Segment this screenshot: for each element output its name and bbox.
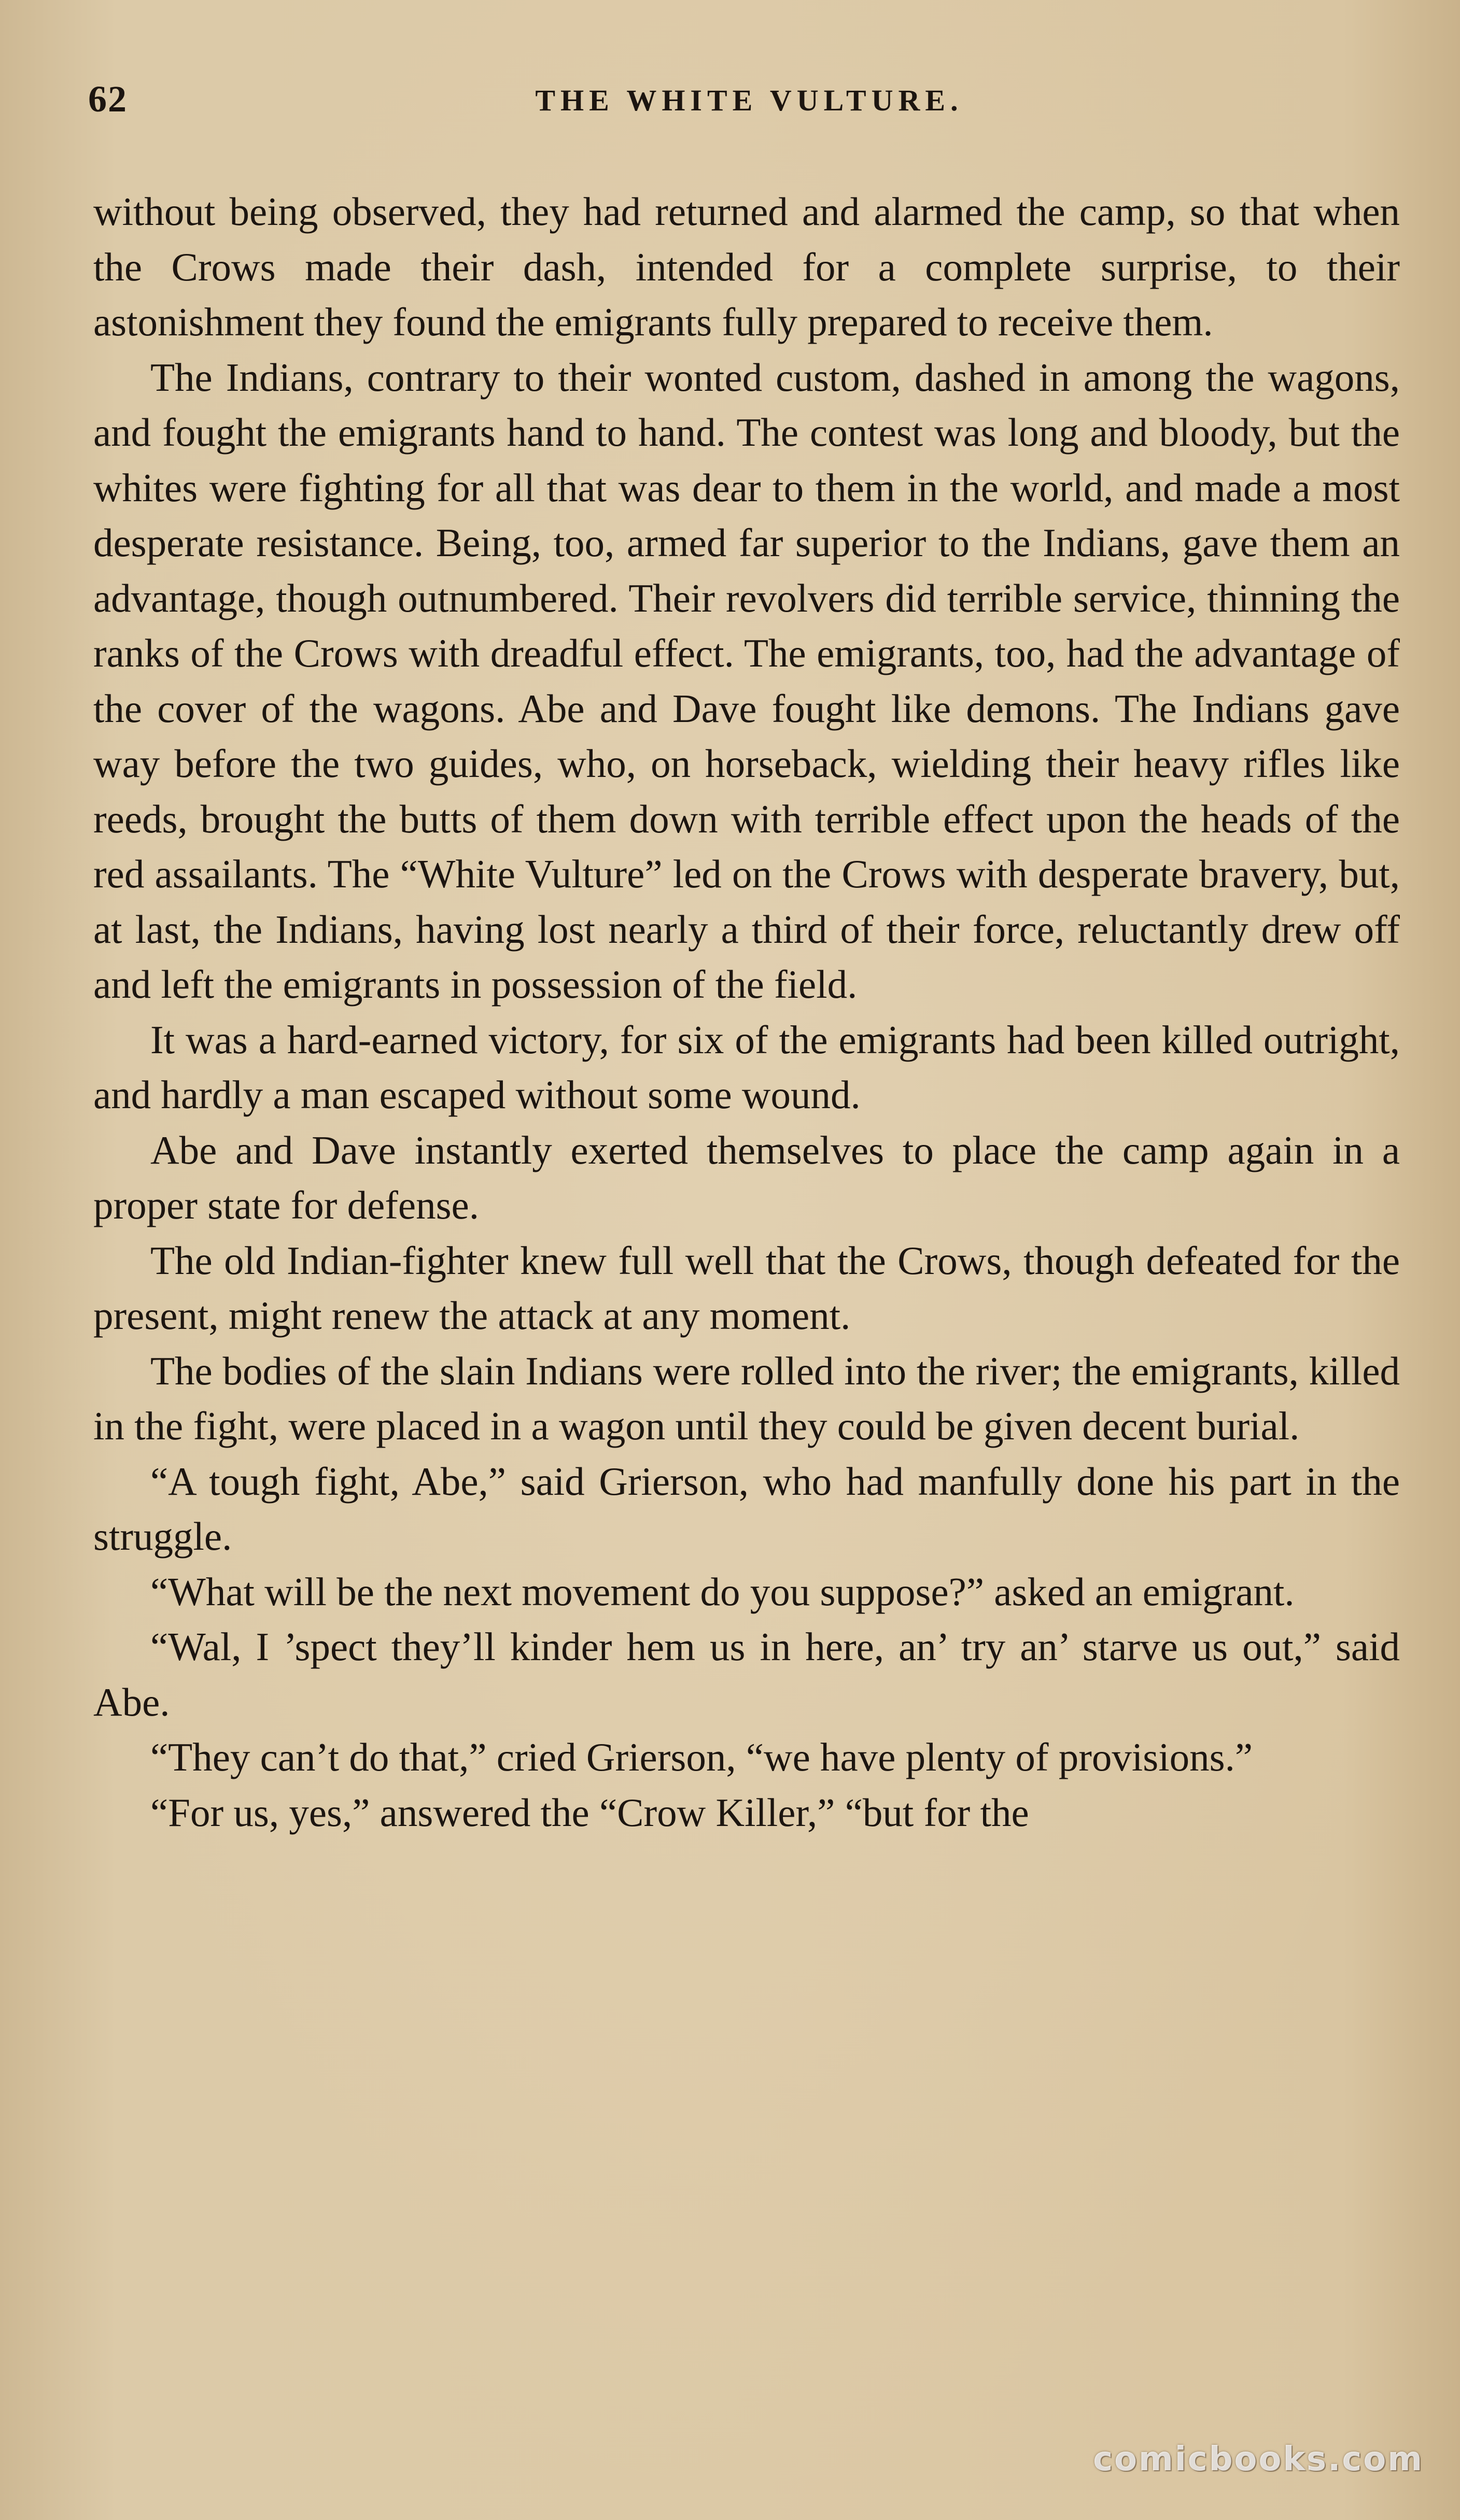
page-number: 62 <box>88 78 128 120</box>
page-header <box>88 78 1410 140</box>
running-head: THE WHITE VULTURE. <box>535 83 963 117</box>
paragraph: without being observed, they had returned and alarmed the camp, so that when the Crows made their dash, intended for a complete surprise, to their astonishment they found the emigrants fully prepared to receive them. <box>93 189 1400 344</box>
paragraph: “They can’t do that,” cried Grierson, “we have plenty of provisions.” <box>150 1735 1253 1779</box>
paragraph: It was a hard-earned victory, for six of the emigrants had been killed outright, and hardly a man escaped without some wound. <box>93 1017 1400 1117</box>
paragraph: “For us, yes,” answered the “Crow Killer,” “but for the <box>150 1790 1029 1835</box>
paragraph: The Indians, contrary to their wonted custom, dashed in among the wagons, and fought the emigrants hand to hand. The contest was long and bloody, but the whites were fighting for all that was dear to them in the world, and made a most desperate resistance. Being, too, armed far superior to the Indians, gave them an advantage, though outnumbered. Their revolvers did terrible service, thinning the ranks of the Crows with dreadful effect. The emigrants, too, had the advantage of the cover of the wagons. Abe and Dave fought like demons. The Indians gave way before the two guides, who, on horseback, wielding their heavy rifles like reeds, brought the butts of them down with terrible effect upon the heads of the red assailants. The “White Vulture” led on the Crows with desperate bravery, but, at last, the Indians, having lost nearly a third of their force, reluctantly drew off and left the emigrants in possession of the field. <box>93 355 1400 1007</box>
paragraph: “What will be the next movement do you suppose?” asked an emigrant. <box>150 1569 1295 1614</box>
paragraph: “A tough fight, Abe,” said Grierson, who had manfully done his part in the struggle. <box>93 1459 1400 1559</box>
paragraph: Abe and Dave instantly exerted themselves to place the camp again in a proper state for defense. <box>93 1127 1400 1227</box>
paragraph: The old Indian-fighter knew full well that the Crows, though defeated for the present, might renew the attack at any moment. <box>93 1238 1400 1338</box>
paragraph: The bodies of the slain Indians were rolled into the river; the emigrants, killed in the fight, were placed in a wagon until they could be given decent burial. <box>93 1348 1400 1448</box>
watermark: comicbooks.com <box>1093 2440 1424 2479</box>
body-text <box>93 184 1400 1840</box>
paragraph: “Wal, I ’spect they’ll kinder hem us in here, an’ try an’ starve us out,” said Abe. <box>93 1624 1400 1724</box>
